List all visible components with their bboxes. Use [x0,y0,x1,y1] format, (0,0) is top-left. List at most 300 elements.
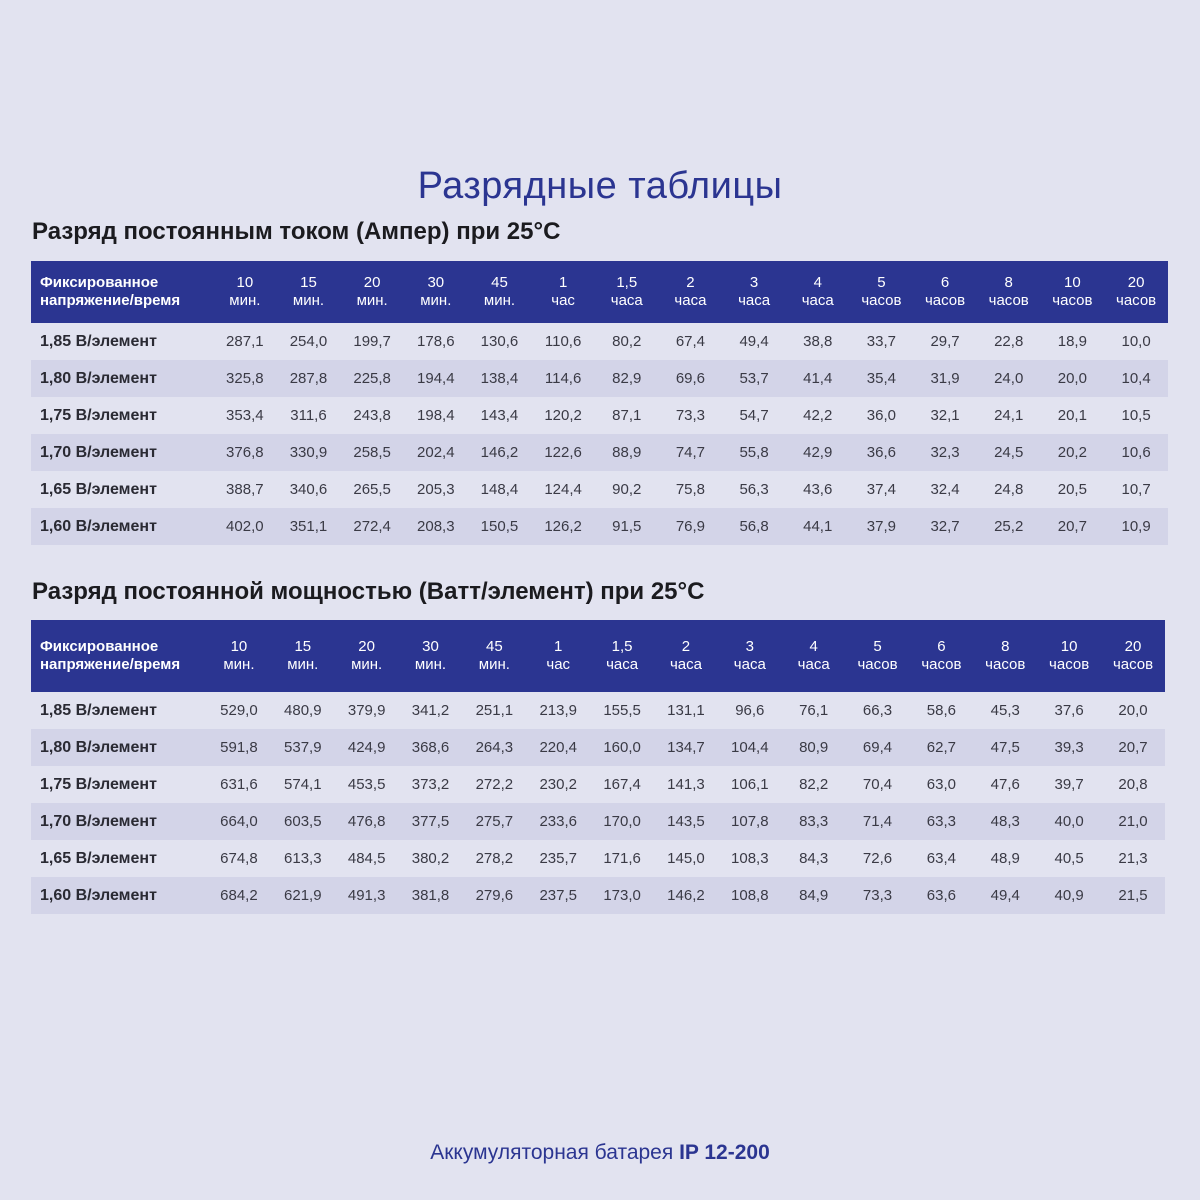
column-header [782,620,846,692]
table-cell: 31,9 [913,360,977,397]
table-cell: 70,4 [862,776,893,793]
table-cell: 37,6 [1054,702,1084,719]
table-cell: 213,9 [539,702,577,719]
table-cell: 76,9 [659,508,723,545]
table-cell: 145,0 [667,850,705,867]
table-cell: 32,1 [930,407,960,424]
table-cell: 49,4 [739,333,769,350]
table-row [31,840,1165,877]
table-cell: 130,6 [480,333,519,350]
table-cell: 272,4 [340,508,404,545]
table-cell: 272,2 [475,776,514,793]
column-header-value: 2 [686,274,695,291]
table-cell: 243,8 [353,407,391,424]
row-label: 1,65 В/элемент [40,480,157,498]
column-header-value: 20 [1127,274,1145,291]
table-cell: 10,6 [1104,434,1168,471]
table-cell: 171,6 [603,850,641,867]
table-cell: 380,2 [411,850,450,867]
table-cell: 684,2 [207,877,271,914]
column-header-value: 5 [873,638,882,655]
column-header-value: 4 [813,274,822,291]
power-discharge-table [31,620,1165,914]
column-header [526,620,590,692]
table-cell: 424,9 [335,729,399,766]
table-row [31,692,1165,729]
table-cell: 63,6 [909,877,973,914]
table-cell: 32,4 [930,481,960,498]
table-cell: 49,4 [973,877,1037,914]
column-header-unit: часов [857,656,898,673]
column-header-value: 8 [1004,274,1013,291]
table-cell: 205,3 [417,481,455,498]
column-header [654,620,718,692]
row-label: 1,60 В/элемент [31,877,207,914]
table-cell: 251,1 [475,702,514,719]
row-label: 1,75 В/элемент [40,406,157,424]
table-cell: 90,2 [612,481,642,498]
table-cell: 202,4 [404,434,468,471]
table-cell: 131,1 [667,702,705,719]
page-title: Разрядные таблицы [417,165,783,208]
column-header-value: 1 [558,274,568,291]
footer-text: Аккумуляторная батарея [430,1141,674,1164]
column-header-value: 5 [877,274,886,291]
table-row [31,729,1165,766]
table-row [31,508,1168,545]
table-cell: 664,0 [207,803,271,840]
table-cell: 275,7 [462,803,526,840]
column-header-value: 2 [681,638,691,655]
table-cell: 379,9 [347,702,386,719]
table-cell: 155,5 [603,702,641,719]
table-cell: 621,9 [271,877,335,914]
table-cell: 126,2 [531,508,595,545]
table-cell: 325,8 [213,360,277,397]
table-cell: 67,4 [675,333,706,350]
table-cell: 63,4 [926,850,956,867]
corner-line-2: напряжение/время [40,656,181,673]
table-header-row [31,620,1165,692]
column-header-unit: часа [733,656,766,673]
column-header-value: 1,5 [611,638,633,655]
section-heading-current: Разряд постоянным током (Ампер) при 25°С [32,218,561,245]
table-cell: 24,1 [994,407,1024,424]
table-cell: 20,2 [1041,434,1105,471]
column-header-value: 45 [486,638,503,655]
table-cell: 529,0 [220,702,258,719]
column-header-unit: часов [921,656,962,673]
column-header [277,261,341,323]
column-header-unit: часа [797,656,830,673]
column-header-unit: часа [801,292,834,309]
column-header [468,261,532,323]
table-cell: 106,1 [731,776,769,793]
column-header-value: 45 [491,274,508,291]
table-cell: 69,6 [659,360,723,397]
column-header-value: 30 [422,638,439,655]
row-label: 1,60 В/элемент [31,508,213,545]
table-cell: 376,8 [213,434,277,471]
table-cell: 208,3 [404,508,468,545]
column-header [207,620,271,692]
table-cell: 24,0 [977,360,1041,397]
table-cell: 20,7 [1101,729,1165,766]
column-header-unit: час [551,292,575,309]
column-header-value: 20 [358,638,375,655]
row-label: 1,80 В/элемент [31,729,207,766]
table-cell: 36,0 [866,407,896,424]
table-cell: 56,8 [722,508,786,545]
table-cell: 41,4 [786,360,850,397]
table-cell: 58,6 [926,702,956,719]
column-header-unit: часа [738,292,771,309]
row-label: 1,85 В/элемент [40,701,157,719]
column-header-unit: часов [988,292,1029,309]
column-header [1101,620,1165,692]
row-label: 1,80 В/элемент [31,360,213,397]
column-header [404,261,468,323]
table-cell: 66,3 [862,702,893,719]
corner-line-1: Фиксированное [40,638,159,655]
table-cell: 351,1 [277,508,341,545]
column-header-unit: часа [606,656,639,673]
column-header [722,261,786,323]
table-cell: 330,9 [277,434,341,471]
table-cell: 39,7 [1054,776,1084,793]
table-cell: 373,2 [411,776,450,793]
column-header-value: 1,5 [616,274,638,291]
table-cell: 72,6 [862,850,893,867]
column-header-unit: часов [1112,656,1154,673]
column-header-value: 20 [1124,638,1142,655]
table-cell: 167,4 [603,776,641,793]
column-header [1041,261,1105,323]
table-cell: 47,6 [990,776,1020,793]
table-cell: 33,7 [866,333,896,350]
table-cell: 25,2 [977,508,1041,545]
table-cell: 480,9 [284,702,322,719]
table-cell: 104,4 [718,729,782,766]
table-cell: 160,0 [590,729,654,766]
table-cell: 120,2 [544,407,582,424]
column-header-value: 10 [1060,638,1078,655]
table-cell: 173,0 [590,877,654,914]
table-cell: 40,0 [1037,803,1101,840]
table-cell: 235,7 [539,850,577,867]
table-cell: 150,5 [468,508,532,545]
column-header [786,261,850,323]
column-header-unit: мин. [483,292,516,309]
table-row [31,471,1168,508]
column-header-unit: мин. [351,656,383,673]
table-cell: 47,5 [973,729,1037,766]
table-row [31,434,1168,471]
column-header [462,620,526,692]
table-cell: 10,0 [1121,333,1151,350]
column-header [1037,620,1101,692]
table-cell: 43,6 [803,481,833,498]
column-header-value: 3 [745,638,754,655]
column-header [659,261,723,323]
table-cell: 44,1 [786,508,850,545]
column-header-value: 30 [427,274,445,291]
table-cell: 368,6 [399,729,463,766]
table-cell: 264,3 [462,729,526,766]
table-cell: 39,3 [1037,729,1101,766]
table-cell: 124,4 [544,481,582,498]
table-cell: 80,9 [782,729,846,766]
table-cell: 134,7 [654,729,718,766]
column-header-value: 3 [749,274,759,291]
table-cell: 340,6 [289,481,328,498]
column-header-value: 10 [236,274,254,291]
table-cell: 36,6 [850,434,914,471]
table-cell: 21,3 [1118,850,1148,867]
table-cell: 603,5 [271,803,335,840]
table-cell: 10,4 [1104,360,1168,397]
table-cell: 20,0 [1118,702,1148,719]
table-cell: 170,0 [590,803,654,840]
column-header-value: 10 [1064,274,1081,291]
table-row [31,877,1165,914]
table-cell: 40,9 [1037,877,1101,914]
column-header [595,261,659,323]
table-row [31,360,1168,397]
table-cell: 29,7 [930,333,960,350]
column-header-unit: часов [924,292,966,309]
column-header-unit: часов [1116,292,1157,309]
column-header-unit: мин. [287,656,319,673]
column-header [590,620,654,692]
table-cell: 198,4 [417,407,455,424]
table-cell: 287,8 [277,360,341,397]
column-header-unit: часов [1049,656,1090,673]
column-header-value: 15 [294,638,312,655]
table-row [31,397,1168,434]
table-cell: 613,3 [284,850,322,867]
column-header-unit: часа [674,292,707,309]
table-cell: 24,8 [994,481,1024,498]
row-label: 1,75 В/элемент [40,775,157,793]
table-cell: 20,8 [1118,776,1148,793]
table-cell: 279,6 [462,877,526,914]
table-cell: 108,8 [718,877,782,914]
table-cell: 73,3 [846,877,910,914]
table-cell: 63,3 [909,803,973,840]
table-cell: 18,9 [1057,333,1087,350]
column-header-unit: часа [610,292,643,309]
table-cell: 62,7 [909,729,973,766]
corner-line-2: напряжение/время [40,292,181,309]
table-cell: 388,7 [226,481,264,498]
column-header-unit: мин. [292,292,325,309]
table-cell: 143,4 [480,407,519,424]
row-label: 1,70 В/элемент [31,803,207,840]
table-cell: 37,9 [850,508,914,545]
table-cell: 20,7 [1041,508,1105,545]
column-header-value: 8 [1001,638,1010,655]
table-header-row [31,261,1168,323]
column-header [531,261,595,323]
table-cell: 141,3 [667,776,705,793]
table-cell: 54,7 [739,407,769,424]
table-cell: 220,4 [526,729,590,766]
column-header-value: 20 [363,274,381,291]
column-header [213,261,277,323]
table-cell: 21,0 [1101,803,1165,840]
table-row [31,323,1168,360]
table-cell: 10,9 [1104,508,1168,545]
section-heading-power: Разряд постоянной мощностью (Ватт/элемент) при 25°С [32,578,705,605]
table-cell: 148,4 [480,481,519,498]
table-cell: 110,6 [544,333,582,350]
table-cell: 341,2 [411,702,450,719]
column-header-value: 1 [554,638,563,655]
table-cell: 311,6 [290,407,327,424]
table-cell: 225,8 [340,360,404,397]
table-cell: 20,5 [1057,481,1087,498]
column-header-unit: мин. [223,656,255,673]
column-header [340,261,404,323]
table-cell: 107,8 [718,803,782,840]
footer-model: IP 12-200 [679,1141,770,1164]
column-header [718,620,782,692]
column-header [846,620,910,692]
column-header-unit: часов [861,292,902,309]
table-cell: 84,3 [799,850,829,867]
table-cell: 71,4 [846,803,910,840]
corner-line-1: Фиксированное [40,274,159,291]
table-cell: 22,8 [994,333,1024,350]
column-header [973,620,1037,692]
table-cell: 56,3 [739,481,769,498]
table-cell: 108,3 [731,850,769,867]
row-label: 1,85 В/элемент [40,332,157,350]
row-label: 1,70 В/элемент [31,434,213,471]
table-cell: 287,1 [226,333,264,350]
table-cell: 45,3 [990,702,1020,719]
table-cell: 574,1 [284,776,322,793]
table-cell: 48,9 [990,850,1020,867]
column-header-unit: часов [985,656,1026,673]
table-cell: 402,0 [213,508,277,545]
table-cell: 491,3 [335,877,399,914]
column-header-unit: часа [669,656,702,673]
column-header-unit: мин. [414,656,447,673]
table-cell: 114,6 [531,360,595,397]
table-cell: 484,5 [347,850,386,867]
table-cell: 37,4 [866,481,896,498]
column-header-value: 15 [300,274,317,291]
table-cell: 53,7 [722,360,786,397]
column-header [977,261,1041,323]
table-cell: 42,2 [803,407,833,424]
column-header-value: 6 [940,274,950,291]
table-cell: 83,3 [782,803,846,840]
table-cell: 674,8 [220,850,258,867]
table-cell: 20,1 [1057,407,1087,424]
table-corner-header [31,261,213,323]
table-cell: 254,0 [289,333,328,350]
column-header-unit: час [546,656,571,673]
table-row [31,766,1165,803]
table-cell: 278,2 [475,850,514,867]
table-cell: 233,6 [526,803,590,840]
column-header-unit: мин. [420,292,452,309]
current-discharge-table [31,261,1168,545]
column-header [909,620,973,692]
table-cell: 38,8 [803,333,833,350]
table-cell: 91,5 [595,508,659,545]
table-cell: 42,9 [786,434,850,471]
table-cell: 631,6 [220,776,258,793]
table-cell: 35,4 [850,360,914,397]
table-cell: 20,0 [1041,360,1105,397]
column-header [850,261,914,323]
table-cell: 476,8 [335,803,399,840]
table-cell: 353,4 [226,407,264,424]
table-cell: 69,4 [846,729,910,766]
table-cell: 74,7 [659,434,723,471]
column-header [913,261,977,323]
column-header [335,620,399,692]
table-cell: 48,3 [973,803,1037,840]
table-cell: 138,4 [468,360,532,397]
table-row [31,803,1165,840]
table-cell: 194,4 [404,360,468,397]
table-corner-header [31,620,207,692]
table-cell: 84,9 [782,877,846,914]
column-header-unit: мин. [478,656,510,673]
table-cell: 143,5 [654,803,718,840]
column-header [1104,261,1168,323]
table-cell: 537,9 [271,729,335,766]
table-cell: 82,9 [595,360,659,397]
table-cell: 32,7 [913,508,977,545]
table-cell: 73,3 [675,407,706,424]
table-cell: 88,9 [595,434,659,471]
column-header-value: 6 [937,638,946,655]
table-cell: 146,2 [654,877,718,914]
column-header-unit: часов [1052,292,1093,309]
table-cell: 258,5 [340,434,404,471]
table-cell: 40,5 [1054,850,1084,867]
column-header-unit: мин. [356,292,388,309]
table-cell: 591,8 [207,729,271,766]
row-label: 1,65 В/элемент [40,849,157,867]
table-cell: 24,5 [977,434,1041,471]
table-cell: 63,0 [926,776,956,793]
table-cell: 453,5 [347,776,386,793]
column-header-value: 10 [230,638,248,655]
table-cell: 377,5 [399,803,463,840]
table-cell: 178,6 [417,333,455,350]
table-cell: 237,5 [526,877,590,914]
table-cell: 122,6 [531,434,595,471]
table-cell: 87,1 [612,407,642,424]
table-cell: 381,8 [399,877,463,914]
footer-product-name [0,1141,1200,1165]
table-cell: 80,2 [612,333,642,350]
table-cell: 82,2 [799,776,829,793]
column-header [271,620,335,692]
table-cell: 75,8 [675,481,706,498]
table-cell: 55,8 [722,434,786,471]
column-header-value: 4 [809,638,818,655]
table-cell: 10,5 [1121,407,1151,424]
table-cell: 199,7 [353,333,391,350]
